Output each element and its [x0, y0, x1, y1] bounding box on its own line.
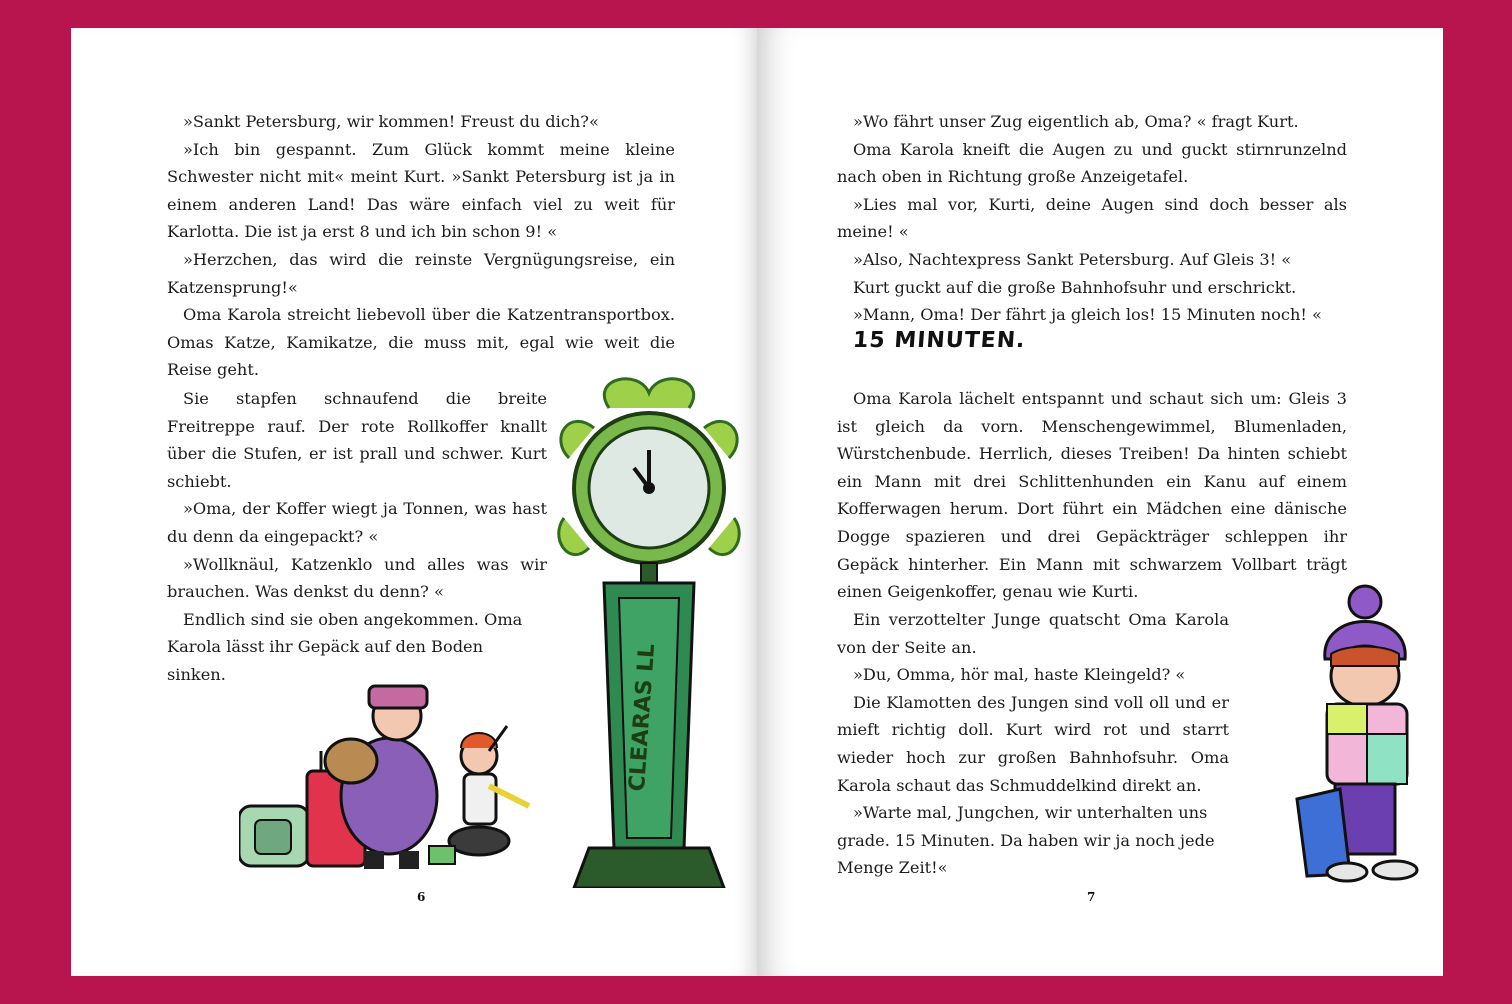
- paragraph: »Du, Omma, hör mal, haste Kleingeld? «: [853, 665, 1186, 685]
- right-page: [757, 28, 1443, 976]
- paragraph: »Lies mal vor, Kurti, deine Augen sind doch besser als meine! «: [837, 194, 1347, 242]
- right-text-top: [837, 108, 1347, 329]
- page-number: 6: [417, 890, 426, 904]
- paragraph: Endlich sind sie oben angekommen. Oma Karola lässt ihr Gepäck auf den Boden sinken.: [167, 609, 523, 684]
- grandma-and-boy-illustration: [239, 656, 539, 876]
- left-page: [71, 28, 757, 976]
- paragraph: Kurt guckt auf die große Bahnhofsuhr und erschrickt.: [853, 277, 1297, 297]
- paragraph: Ein verzottelter Junge quatscht Oma Karola von der Seite an.: [837, 610, 1229, 657]
- station-clock-illustration: [549, 368, 749, 888]
- paragraph: »Wo fährt unser Zug eigentlich ab, Oma? « fragt Kurt.: [853, 112, 1299, 131]
- paragraph: »Sankt Petersburg, wir kommen! Freust du dich?«: [183, 112, 599, 131]
- paragraph: Oma Karola streicht liebevoll über die Katzentransportbox. Omas Katze, Kamikatze, die muss mit, egal wie weit die Reise geht.: [167, 305, 675, 380]
- paragraph: Die Klamotten des Jungen sind voll oll und er mieft richtig doll. Kurt wird rot und starrt wieder hoch zur großen Bahnhofsuhr. Oma Karola schaut das Schmuddelkind direkt an.: [837, 692, 1229, 795]
- chapter-heading: 15 MINUTEN.: [852, 328, 1027, 353]
- left-text-upper: [167, 108, 675, 384]
- paragraph: Sie stapfen schnaufend die breite Freitreppe rauf. Der rote Rollkoffer knallt über die Stufen, er ist prall und schwer. Kurt schiebt.: [167, 389, 547, 491]
- right-text-middle: [837, 385, 1347, 606]
- clock-pillar-text: CLEARAS LL: [624, 642, 661, 793]
- paragraph: »Ich bin gespannt. Zum Glück kommt meine kleine Schwester nicht mit« meint Kurt. »Sankt Petersburg ist ja in einem anderen Land! Das wäre einfach viel zu weit für Karlotta. Die ist ja erst 8 und ich bin schon 9! «: [167, 139, 675, 242]
- left-text-lower: [167, 385, 547, 689]
- page-number: 7: [1087, 890, 1096, 904]
- paragraph: Oma Karola kneift die Augen zu und guckt stirnrunzelnd nach oben in Richtung große Anzeigetafel.: [837, 139, 1347, 187]
- paragraph: »Also, Nachtexpress Sankt Petersburg. Auf Gleis 3! «: [853, 249, 1292, 269]
- paragraph: Oma Karola lächelt entspannt und schaut sich um: Gleis 3 ist gleich da vorn. Menschengewimmel, Blumenladen, Würstchenbude. Herrlich, dieses Treiben! Da hinten schiebt ein Mann mit drei Schlittenhunden ein Kanu auf einem Kofferwagen herum. Dort führt ein Mädchen eine dänische Dogge spazieren und drei Gepäckträger schleppen ihr Gepäck hinterher. Ein Mann mit schwarzem Vollbart trägt einen Geigenkoffer, genau wie Kurti.: [837, 389, 1347, 602]
- right-text-lower: [837, 606, 1229, 882]
- paragraph: »Warte mal, Jungchen, wir unterhalten uns grade. 15 Minuten. Da haben wir ja noch jede Menge Zeit!«: [837, 803, 1215, 878]
- paragraph: »Mann, Oma! Der fährt ja gleich los! 15 Minuten noch! «: [853, 305, 1322, 325]
- book-spread: [71, 28, 1443, 976]
- paragraph: »Wollknäul, Katzenklo und alles was wir brauchen. Was denkst du denn? «: [167, 554, 547, 602]
- paragraph: »Oma, der Koffer wiegt ja Tonnen, was hast du denn da eingepackt? «: [167, 499, 547, 546]
- paragraph: »Herzchen, das wird die reinste Vergnügungsreise, ein Katzensprung!«: [167, 249, 675, 297]
- scruffy-boy-illustration: [1295, 584, 1435, 884]
